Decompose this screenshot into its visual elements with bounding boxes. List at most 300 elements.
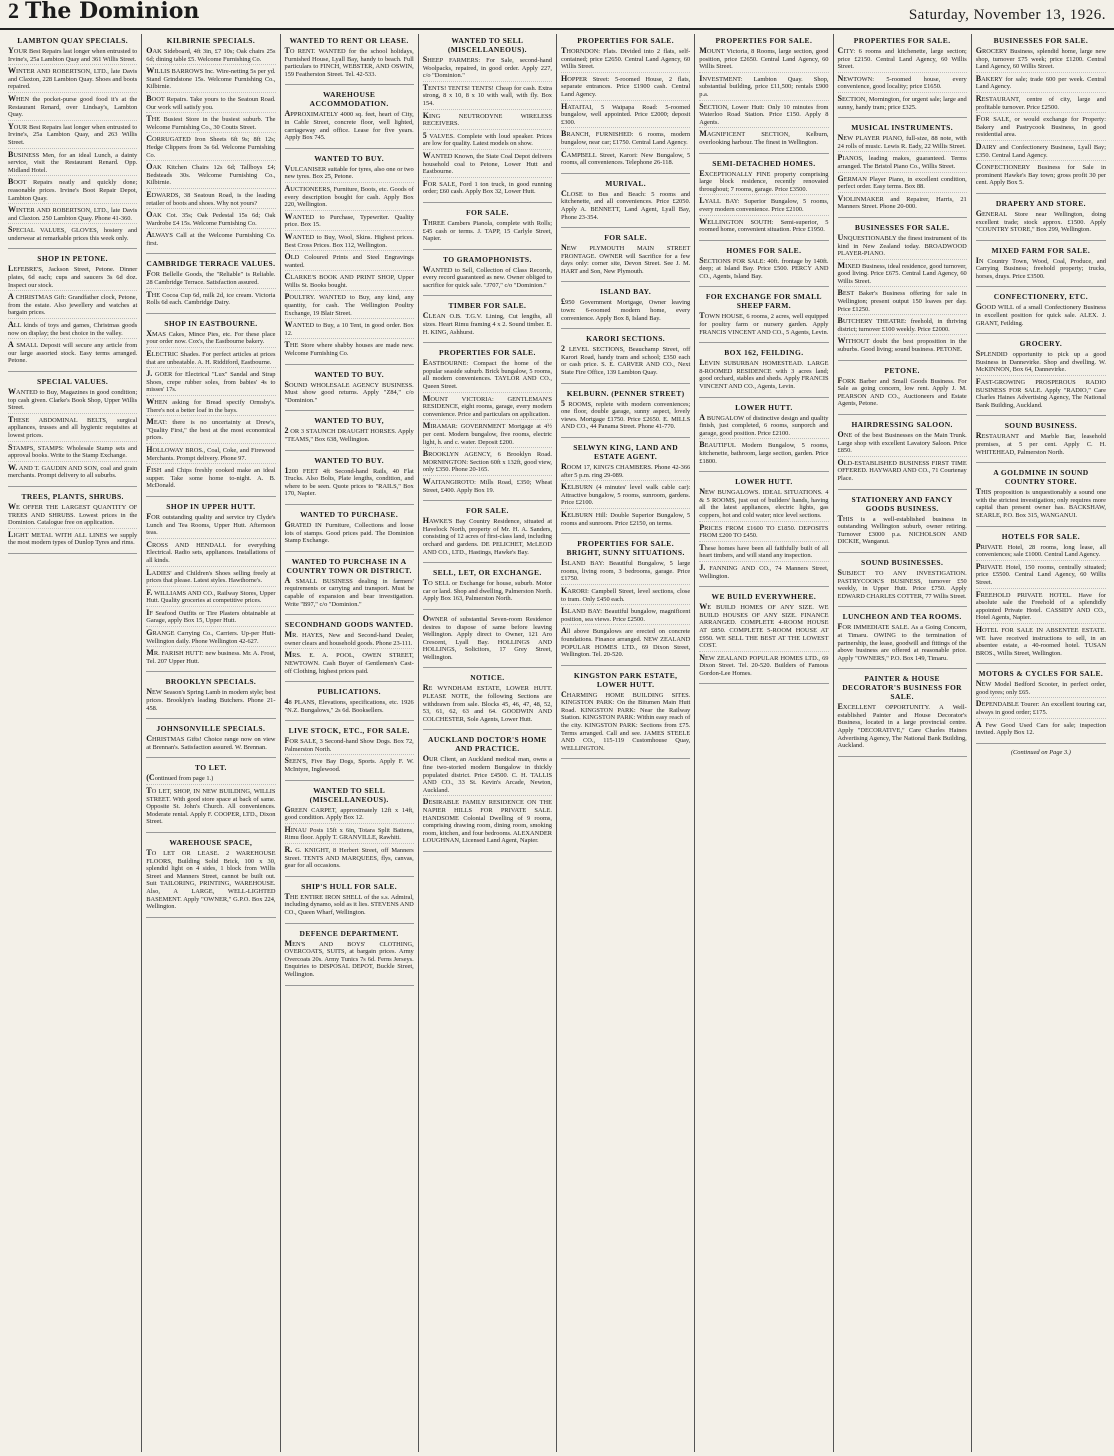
classified-ad: SECTION, Mornington, for urgent sale; large and sunny, handy tram; price £325. bbox=[837, 93, 967, 111]
classified-ad: LEFEBRE'S, Jackson Street, Petone. Dinner plates, 6d each; cups and saucers 3s 6d doz. Inspect our stock. bbox=[8, 265, 137, 291]
classified-section bbox=[285, 456, 414, 505]
classified-ad: HAWKE'S Bay Country Residence, situated at Havelock North, property of Mr. H. A. Sanders, consisting of 12 acres of first-class land, including orchard and gardens. DE PELICHET, McLEOD AND CO., LTD., Hastings, Hawke's Bay. bbox=[422, 516, 552, 556]
classified-ad: GRANGE Carrying Co., Carriers. Up-per Hutt-Wellington daily. Phone Wellington 42-627. bbox=[146, 629, 275, 647]
section-heading: DEFENCE DEPARTMENT. bbox=[299, 928, 399, 938]
classified-ad: TOWN HOUSE, 6 rooms, 2 acres, well equipped for poultry farm or nursery garden. Apply FRANCIS VINCENT AND CO., 5 Agents, Levin. bbox=[699, 311, 829, 336]
classified-ad: DESIRABLE FAMILY RESIDENCE ON THE NAPIER HILLS FOR PRIVATE SALE. HANDSOME Colonial Dwelling of 9 rooms, comprising drawing room, dining room, smoking room, kitchen, and four bedrooms. ALEXANDER LOUGHNAN, Licensed Land Agent, Napier. bbox=[422, 797, 552, 845]
classified-ad: These homes have been all faithfully built of all heart timbers, and will stand any inspection. bbox=[699, 544, 828, 562]
classified-section bbox=[423, 568, 552, 610]
classified-ad: MOUNT VICTORIA: GENTLEMAN'S RESIDENCE, eight rooms, garage, every modern convenience. Price and particulars on application. bbox=[423, 395, 552, 421]
classified-ad: 2 OR 3 STAUNCH DRAUGHT HORSES. Apply "TEAMS," Box 638, Wellington. bbox=[284, 426, 414, 443]
classified-ad: PRIVATE Hotel, 28 rooms, long lease, all conveniences; sale £1000. Central Land Agency. bbox=[976, 543, 1106, 561]
classified-ad: EXCELLENT OPPORTUNITY. A Well-established Painter and House Decorator's Business, located in a large provincial centre. Apply "DECORATIVE," Care Charles Haines Advertising Agency, The National Bank Building, Auckland. bbox=[837, 702, 967, 750]
classified-ad: XMAS Cakes, Mince Pies, etc. For these place your order now. Cox's, the Eastbourne bakery. bbox=[146, 330, 275, 348]
classified-section bbox=[285, 929, 414, 986]
classified-ad: THESE ABDOMINAL BELTS, surgical appliances, trusses and all hygienic requisites at lowest prices. bbox=[8, 416, 137, 442]
classified-section bbox=[423, 208, 552, 250]
classified-ad: MIXED Business, ideal residence, good turnover, good living. Price £675. Central Land Agency, 60 Willis Street. bbox=[838, 262, 967, 288]
classified-ad: THE Store where shabby houses are made new. Welcome Furnishing Co. bbox=[284, 340, 414, 358]
section-heading: TO GRAMOPHONISTS. bbox=[442, 254, 532, 264]
classified-section bbox=[285, 90, 414, 148]
classified-section bbox=[423, 673, 552, 730]
classified-ad: BOOT Repairs neatly and quickly done; reasonable prices. Irvine's Boot Repair Depot, Lambton Quay. bbox=[8, 178, 137, 204]
section-heading: SOUND BUSINESS. bbox=[1004, 421, 1078, 431]
classified-ad: BUSINESS Men, for an ideal Lunch, a dainty service, visit the Restaurant Renard. Opp. Midland Hotel. bbox=[8, 151, 137, 177]
classified-ad: STAMPS, STAMPS: Wholesale Stamp sets and approval books. Write to the Stamp Exchange. bbox=[8, 444, 137, 462]
section-heading: LIVE STOCK, ETC., FOR SALE. bbox=[288, 726, 410, 736]
section-heading: PROPERTIES FOR SALE. BRIGHT, SUNNY SITUATIONS. bbox=[566, 539, 685, 558]
classified-ad: SECTION, Lower Hutt: Only 10 minutes from Waterloo Road Station. Price £150. Apply 8 Agents. bbox=[699, 103, 828, 129]
section-heading: WANTED TO BUY. bbox=[314, 153, 385, 163]
classified-section bbox=[699, 292, 828, 343]
classified-section bbox=[8, 36, 137, 249]
section-heading: FOR SALE. bbox=[604, 233, 648, 243]
classified-ad: FISH and Chips freshly cooked make an ideal supper. Take some home to-night. A. B. McDonald. bbox=[146, 465, 276, 490]
classified-ad: WANTED Known, the State Coal Depot delivers household coal to Petone, Lower Hutt and Eastbourne. bbox=[423, 152, 552, 178]
classified-ad: A BUNGALOW of distinctive design and quality finish, just completed, 6 rooms, sunporch and garage, good position. Price £2100. bbox=[699, 414, 828, 440]
classified-ad: W. AND T. GAUDIN AND SON, coal and grain merchants. Prompt delivery to all suburbs. bbox=[8, 462, 138, 480]
section-heading: WANTED TO SELL (MISCELLANEOUS). bbox=[447, 36, 527, 54]
classified-ad: 48 PLANS, Elevations, specifications, etc. 1926 "N.Z. Bungalows," 2s 6d. Booksellers. bbox=[284, 697, 414, 714]
classified-column bbox=[142, 34, 280, 1452]
section-heading: SPECIAL VALUES. bbox=[37, 377, 109, 386]
classified-ad: TO LET, SHOP, IN NEW BUILDING, WILLIS STREET. With good store space at back of same. Opposite St. John's Church. All conveniences. Moderate rental. Apply F. COOPER, LTD., Dixon Street. bbox=[146, 786, 276, 826]
classified-ad: MR. FARISH HUTT: new business. Mr. A. Frost, Tel. 207 Upper Hutt. bbox=[146, 648, 276, 665]
classified-ad: BAKERY for sale; trade 600 per week. Central Land Agency. bbox=[976, 75, 1106, 93]
classified-section bbox=[423, 301, 552, 343]
classified-ad: CLEAN O.B. T.G.V. Lining, Cut lengths, all sizes. Heart Rimu framing 4 x 2. Sound timber. E. H. KING, Ashhurst. bbox=[422, 311, 552, 336]
classified-ad: HINAU Posts 15ft x 6in, Totara Split Battens, Rimu floor. Apply T. GRANVILLE, Rawhiti. bbox=[285, 826, 414, 844]
classified-ad: SPLENDID opportunity to pick up a good Business in Dannevirke. Shop and dwelling. W. McKINNON, Box 64, Dannevirke. bbox=[976, 350, 1106, 376]
classified-ad: THORNDON: Flats. Divided into 2 flats, self-contained; price £2650. Central Land Agency, 60 Willis Street. bbox=[561, 47, 690, 73]
classified-section bbox=[285, 786, 414, 877]
classified-section bbox=[699, 477, 828, 587]
classified-ad: HATAITAI, 5 Waipapa Road: 5-roomed bungalow, well appointed. Price £2000; deposit £300. bbox=[561, 103, 690, 129]
classified-section bbox=[838, 36, 967, 118]
classified-ad: FAST-GROWING PROSPEROUS RADIO BUSINESS FOR SALE. Apply "RADIO," Care Charles Haines Advertising Agency, The National Bank Building, Auckland. bbox=[975, 377, 1106, 409]
classified-section bbox=[285, 687, 414, 721]
section-heading: MOTORS & CYCLES FOR SALE. bbox=[978, 669, 1104, 679]
classified-section bbox=[146, 36, 275, 254]
classified-section bbox=[838, 223, 967, 361]
section-heading: SELWYN KING, LAND AND ESTATE AGENT. bbox=[573, 443, 679, 461]
section-heading: WANTED TO PURCHASE IN A COUNTRY TOWN OR DISTRICT. bbox=[286, 556, 412, 575]
classified-column bbox=[834, 34, 972, 1452]
classified-ad: WILLIS BARROWS Inc. Wire-netting 5s per yd. Stand Grindstone 15s. Welcome Furnishing Co., Kilbirnie. bbox=[146, 67, 275, 93]
section-heading: SHIP'S HULL FOR SALE. bbox=[301, 881, 398, 891]
classified-ad: CONFECTIONERY Business for Sale in prominent Hawke's Bay town; gross profit 30 per cent. Apply Box 5. bbox=[975, 162, 1106, 187]
masthead bbox=[0, 0, 1114, 30]
section-heading: SEMI-DETACHED HOMES. bbox=[712, 158, 816, 168]
classified-section bbox=[699, 403, 828, 473]
classified-column bbox=[557, 34, 695, 1452]
classified-section bbox=[561, 443, 690, 534]
classified-section bbox=[838, 558, 967, 607]
section-heading: LUNCHEON AND TEA ROOMS. bbox=[842, 612, 962, 622]
classified-ad: NEW ZEALAND POPULAR HOMES LTD., 69 Dixon Street. Tel. 20-520. Builders of Famous Gordon-Lee Homes. bbox=[699, 652, 829, 677]
classified-section bbox=[285, 726, 414, 780]
classified-ad: FOR SALE, 3 Second-hand Show Dogs. Box 72, Palmerston North. bbox=[285, 737, 414, 755]
classified-ad: TO SELL or Exchange for house, suburb. Motor car or land. Shop and dwelling, Palmerston North. Apply Box 163, Palmerston North. bbox=[422, 578, 552, 603]
section-heading: PROPERTIES FOR SALE. bbox=[715, 36, 813, 45]
classified-column bbox=[281, 34, 419, 1452]
classified-section bbox=[146, 259, 275, 313]
classified-ad: ELECTRIC Shades. For perfect articles at prices that are unbeatable. A. H. Riddiford, Eastbourne. bbox=[146, 350, 275, 368]
classified-section bbox=[561, 389, 690, 438]
classified-section bbox=[976, 36, 1106, 194]
classified-section bbox=[561, 334, 690, 383]
classified-section bbox=[146, 319, 275, 497]
section-heading: BROOKLYN SPECIALS. bbox=[165, 677, 257, 687]
classified-ad: 5 ROOMS, replete with modern conveniences; one floor, double garage, sunny aspect, lovely views. Mortgage £1750. Price £2650. E. MILLS AND CO., 44 Panama Street. Phone 41-770. bbox=[561, 398, 691, 431]
section-heading: STATIONERY AND FANCY GOODS BUSINESS. bbox=[851, 494, 953, 513]
classified-ad: HOLLOWAY BROS., Coal, Coke, and Firewood Merchants. Prompt delivery. Phone 97. bbox=[146, 446, 275, 464]
classified-section bbox=[838, 420, 967, 490]
classified-section bbox=[838, 674, 967, 757]
classified-column bbox=[695, 34, 833, 1452]
classified-ad: F. WILLIAMS AND CO., Railway Stores, Upper Hutt. Quality groceries at competitive prices. bbox=[146, 589, 275, 607]
newspaper-title: The Dominion bbox=[25, 0, 200, 24]
classified-section bbox=[146, 838, 275, 918]
classified-ad: CITY: 6 rooms and kitchenette, large section; price £2150. Central Land Agency, 60 Willis Street. bbox=[838, 47, 967, 73]
classified-ad: APPROXIMATELY 4000 sq. feet, heart of City, in Cable Street, concrete floor, well lighted, carriageway and office. Lease for five years. Apply Box 745. bbox=[284, 109, 414, 142]
classified-ad: ROOM 17, KING'S CHAMBERS. Phone 42-366 after 5 p.m. ring 29-089. bbox=[561, 463, 690, 481]
classified-section bbox=[423, 36, 552, 203]
classified-ad: YOUR Best Repairs last longer when entrusted to Irvine's, 25a Lambton Quay and 361 Willis Street. bbox=[8, 47, 137, 65]
classified-ad: WHEN the pocket-purse good food it's at the Restaurant Renard, over Lindsay's, Lambton Quay. bbox=[8, 95, 137, 121]
classified-ad: LYALL BAY: Superior Bungalow, 5 rooms, every modern convenience. Price £2100. bbox=[699, 197, 828, 215]
section-heading: ISLAND BAY. bbox=[600, 287, 652, 297]
classified-ad: THIS is a well-established business in outstanding Wellington suburb, owner retiring. Turnover £3000 p.a. NICHOLSON AND DICKIE, Wanganui. bbox=[837, 513, 967, 546]
classified-ad: MEN'S AND BOYS' CLOTHING, OVERCOATS, SUITS, at bargain prices. Army Overcoats 20s. Army Tunics 7s 6d. Ferns Jerseys. Enquiries to DISPOSAL DEPOT, Buckle Street, Wellington. bbox=[284, 938, 414, 978]
classified-ad: J. GOER for Electrical "Lux" Sandal and Strap Shoes, crepe rubber soles, from babies' 4s to misses' 17s. bbox=[146, 370, 275, 396]
classified-ad: HOPPER Street: 5-roomed House, 2 flats, separate entrances. Price £1900 cash. Central Land Agency. bbox=[561, 75, 690, 101]
classified-section bbox=[423, 735, 552, 852]
section-heading: TO LET. bbox=[195, 763, 227, 773]
classified-ad: CROSS AND HENDALL for everything Electrical. Radio sets, appliances. Installations of all kinds. bbox=[146, 541, 275, 567]
section-heading: WANTED TO RENT OR LEASE. bbox=[289, 36, 409, 45]
classified-ad: EASTBOURNE: Compact the home of the popular seaside suburb. Brick bungalow, 5 rooms, all modern conveniences. TAYLOR AND CO., Queen Street. bbox=[423, 359, 552, 392]
classified-section bbox=[285, 370, 414, 412]
classified-section bbox=[838, 123, 967, 218]
section-heading: WANTED TO BUY, bbox=[314, 416, 385, 426]
classified-ad: KELBURN (4 minutes' level walk cable car): Attractive bungalow, 5 rooms, sunroom, gardens. Price £2100. bbox=[561, 483, 690, 509]
classified-section bbox=[561, 36, 690, 174]
section-heading: CAMBRIDGE TERRACE VALUES. bbox=[146, 259, 276, 269]
classified-ad: SOUND WHOLESALE AGENCY BUSINESS. Must show good returns. Apply "Z84," c/o "Dominion." bbox=[284, 379, 414, 404]
section-heading: SHOP IN PETONE. bbox=[37, 254, 108, 264]
classified-ad: FREEHOLD PRIVATE HOTEL. Have for absolute sale the Freehold of a splendidly appointed Private Hotel. CASSIDY AND CO., Hotel Agents, Napier. bbox=[976, 591, 1106, 624]
section-heading: WANTED TO PURCHASE. bbox=[300, 509, 399, 519]
classified-section bbox=[699, 348, 828, 397]
section-heading: KINGSTON PARK ESTATE, LOWER HUTT. bbox=[573, 670, 678, 689]
page-number: 2 bbox=[8, 0, 19, 23]
classified-ad: GROCERY Business, splendid home, large new shop, turnover £75 week; price £1200. Central Land Agency, 60 Willis Street. bbox=[976, 47, 1106, 73]
classified-ad: FOR Bellelle Goods, the "Reliable" is Reliable. 28 Cambridge Terrace. Satisfaction assured. bbox=[146, 270, 275, 288]
classified-ad: CLOSE to Bus and Beach: 5 rooms and kitchenette, and all conveniences. Price £2050. Apply A. BENNETT, Land Agent, Lyall Bay, Phone 23-354. bbox=[561, 188, 691, 221]
classified-section bbox=[699, 592, 828, 684]
classified-ad: WHEN asking for Bread specify Ormsby's. There's not a better loaf in the bays. bbox=[146, 398, 275, 416]
section-heading: PROPERTIES FOR SALE. bbox=[853, 36, 951, 45]
classified-section bbox=[699, 159, 828, 241]
classified-section bbox=[699, 36, 828, 154]
classified-ad: WE BUILD HOMES OF ANY SIZE. WE BUILD HOUSES OF ANY SIZE. FINANCE ARRANGED. COMPLETE 4-ROOM HOUSE AT £850. COMPLETE 5-ROOM HOUSE AT £950. WE SELL THE BEST AT THE LOWEST COST. bbox=[699, 603, 828, 652]
classified-ad: LIGHT METAL WITH ALL LINES we supply the most modern types of Dunlop Tyres and rims. bbox=[8, 529, 138, 547]
classified-ad: BROOKLYN AGENCY, 6 Brooklyn Road. MORNINGTON: Section 60ft x 132ft, good view, only £350. Phone 20-165. bbox=[423, 450, 552, 476]
section-heading: WANTED TO BUY. bbox=[314, 455, 385, 465]
section-heading: JOHNSONVILLE SPECIALS. bbox=[156, 724, 266, 734]
classified-ad: J. FANNING AND CO., 74 Manners Street, Wellington. bbox=[699, 562, 829, 580]
classified-ad: A SMALL Deposit will secure any article from our large assorted stock. Easy terms arranged. Petone. bbox=[8, 340, 138, 365]
section-heading: CONFECTIONERY, ETC. bbox=[993, 292, 1089, 302]
classified-column bbox=[419, 34, 557, 1452]
classified-section bbox=[423, 348, 552, 501]
classified-ad: NEW PLYMOUTH MAIN STREET FRONTAGE. OWNER will Sacrifice for a few days only: corner site, Devon Street. See J. M. HART and Son, New Plymouth. bbox=[561, 243, 691, 275]
section-heading: MURIVAL. bbox=[605, 178, 647, 188]
classified-ad: RESTAURANT, centre of city, large and profitable turnover. Price £2500. bbox=[976, 95, 1106, 113]
classified-ad: RE WYNDHAM ESTATE, LOWER HUTT. PLEASE NOTE, the following Sections are withdrawn from sale. Blocks 45, 46, 47, 48, 52, 53, 61, 62, 63 and 64. GOODWIN AND COLCHESTER, Sole Agents, Lower Hutt. bbox=[422, 683, 552, 723]
classified-section bbox=[838, 366, 967, 415]
section-heading: TIMBER FOR SALE. bbox=[448, 301, 527, 311]
classified-ad: MIRAMAR: GOVERNMENT Mortgage at 4½ per cent. Modern bungalow, five rooms, electric light, h. and c. water. Deposit £200. bbox=[423, 422, 552, 448]
classified-ad: SHEEP FARMERS: For Sale, second-hand Woolpacks, repaired, in good order. Apply 227, c/o "Dominion." bbox=[423, 56, 552, 82]
classified-ad: CAMPBELL Street, Karori: New Bungalow, 5 rooms, all conveniences. Telephone 26-118. bbox=[561, 149, 691, 167]
section-heading: SHOP IN EASTBOURNE. bbox=[164, 318, 258, 328]
classified-ad: FOR IMMEDIATE SALE. As a Going Concern, at Timaru. OWING to the termination of partnership, the lease, goodwill and fittings of the above business are offered at reasonable price. Apply "OWNERS," P.O. Box 149, Timaru. bbox=[837, 622, 967, 662]
classified-section bbox=[146, 677, 275, 719]
classified-section bbox=[561, 179, 690, 228]
section-heading: PETONE. bbox=[884, 365, 920, 375]
classified-ad: BOOT Repairs. Take yours to the Seatoun Road. Our work will satisfy you. bbox=[146, 95, 275, 113]
classified-ad: BEST Baker's Business offering for sale in Wellington; present output 150 loaves per day. Price £1250. bbox=[838, 289, 967, 315]
masthead-left bbox=[8, 0, 199, 24]
classified-section bbox=[976, 292, 1106, 334]
classified-ad: UNQUESTIONABLY the finest instrument of its kind in New Zealand today. BROADWOOD PLAYER-PIANO. bbox=[838, 234, 967, 260]
classified-section bbox=[285, 154, 414, 365]
classified-ad: OWNER of substantial Seven-room Residence desires to dispose of same before leaving Wellington. Apply direct to Owner, 121 Aro Crescent, Lyall Bay. HOLLINGS AND HOLLINGS, Solicitors, 17 Grey Street, Wellington. bbox=[422, 613, 552, 661]
section-heading: SELL, LET, OR EXCHANGE. bbox=[433, 568, 542, 578]
classified-ad: WELLINGTON SOUTH: Semi-superior, 5 roomed home, convenient situation. Price £1950. bbox=[699, 216, 829, 234]
classified-ad: POULTRY. WANTED to Buy, any kind, any quantity, for cash. The Wellington Poultry Exchange, 19 Blair Street. bbox=[285, 293, 414, 319]
classified-ad: PRICES FROM £1600 TO £1850. DEPOSITS FROM £200 TO £450. bbox=[699, 524, 828, 542]
classified-ad: THE Cocoa Cup 6d, milk 2d, ice cream. Victoria Rolls 6d each. Cambridge Dairy. bbox=[146, 289, 276, 307]
classified-ad: PRIVATE Hotel, 150 rooms, centrally situated; price £5500. Central Land Agency, 60 Willis Street. bbox=[976, 563, 1106, 589]
classified-ad: FOR SALE, Ford 1 ton truck, in good running order; £60 cash. Apply Box 32, Lower Hutt. bbox=[422, 178, 552, 196]
section-heading: KELBURN. (PENNER STREET) bbox=[566, 388, 685, 398]
section-heading: MIXED FARM FOR SALE. bbox=[991, 245, 1091, 255]
section-heading: HAIRDRESSING SALOON. bbox=[851, 420, 953, 429]
section-heading: PROPERTIES FOR SALE. bbox=[439, 348, 536, 358]
section-heading: BUSINESSES FOR SALE. bbox=[993, 36, 1089, 45]
classified-section bbox=[976, 669, 1106, 744]
classified-section bbox=[561, 671, 690, 760]
classified-ad: WINTER AND ROBERTSON, LTD., late Davis and Claxton. 250 Lambton Quay. Phone 41-360. bbox=[8, 206, 137, 224]
classified-section bbox=[976, 532, 1106, 665]
classified-ad: KELBURN Hill: Double Superior Bungalow, 5 rooms and sunroom. Price £2150, on terms. bbox=[561, 509, 691, 527]
classified-ad: WAITANGIROTO: Mills Road, £350; Wheat Street, £400. Apply Box 19. bbox=[422, 476, 552, 494]
classified-section bbox=[146, 763, 275, 833]
classified-ad: IF Seafood Outfits or Tire Plasters obtainable at Garage, apply Box 15, Upper Hutt. bbox=[146, 609, 275, 627]
classified-ad: ONE of the best Businesses on the Main Trunk. Large shop with excellent Lavatory Saloon. Price £850. bbox=[838, 431, 967, 457]
section-heading: HOMES FOR SALE. bbox=[726, 245, 802, 255]
classified-section bbox=[976, 246, 1106, 288]
classified-ad: FOR SALE, or would exchange for Property: Bakery and Pastrycook Business, in good residential area. bbox=[976, 115, 1106, 141]
section-heading: GROCERY. bbox=[1019, 339, 1063, 349]
classified-ad: WE OFFER THE LARGEST QUANTITY OF TREES AND SHRUBS. Lowest prices in the Dominion. Catalogue free on application. bbox=[8, 503, 137, 529]
classified-section bbox=[838, 495, 967, 553]
section-heading: A GOLDMINE IN SOUND COUNTRY STORE. bbox=[993, 468, 1089, 487]
classified-section bbox=[423, 255, 552, 297]
section-heading: WAREHOUSE ACCOMMODATION. bbox=[309, 90, 389, 109]
classified-ad: EXCEPTIONALLY FINE property comprising large block residence, recently renovated throughout; 7 rooms, garage. Price £3500. bbox=[699, 170, 828, 196]
classified-ad: ALL kinds of toys and games, Christmas goods now on display; the best choice in the valley. bbox=[8, 321, 137, 339]
classified-columns bbox=[4, 34, 1110, 1452]
classified-ad: VIOLINMAKER and Repairer, Harris, 21 Manners Street. Phone 20-000. bbox=[837, 193, 967, 211]
section-heading: NOTICE. bbox=[470, 673, 505, 683]
classified-section bbox=[285, 36, 414, 85]
classified-ad: THIS proposition is unquestionably a sound one with the strictest investigation; only requires more capital than present owner has. BACKSHAW, SEARLE, P.O. Box 315, WANGANUI. bbox=[975, 487, 1106, 519]
classified-ad: KARORI: Campbell Street, level sections, close to tram. Only £450 each. bbox=[561, 587, 690, 605]
classified-ad: WANTED to Purchase, Typewriter. Quality price. Box 15. bbox=[285, 213, 414, 231]
classified-ad: YOUR Best Repairs last longer when entrusted to Irvine's, 25a Lambton Quay, and 263 Willis Street. bbox=[8, 123, 137, 149]
classified-section bbox=[146, 724, 275, 758]
section-heading: FOR EXCHANGE FOR SMALL SHEEP FARM. bbox=[705, 292, 822, 311]
classified-section bbox=[976, 468, 1106, 526]
classified-ad: SECTIONS FOR SALE: 40ft. frontage by 140ft. deep; at Island Bay. Price £500. PERCY AND CO., Agents, Island Bay. bbox=[699, 255, 829, 280]
classified-ad: LEVIN SUBURBAN HOMESTEAD. LARGE 8-ROOMED RESIDENCE with 3 acres land; good orchard, stables and sheds. Apply FRANCIS VINCENT AND CO., Agents, Levin. bbox=[699, 358, 829, 391]
classified-ad: THREE Cambers Pianola, complete with Rolls; £45 cash or terms. J. TAPP, 15 Carlyle Street, Napier. bbox=[422, 217, 552, 243]
classified-section bbox=[561, 539, 690, 666]
section-heading: FOR SALE. bbox=[465, 506, 509, 516]
classified-ad: FORK Barber and Small Goods Business. For Sale as going concern, low rent. Apply J. M. PEARSON AND CO., Auctioneers and Estate Agents, Petone. bbox=[837, 375, 967, 408]
classified-ad: PIANOS, leading makes, guaranteed. Terms arranged. The Bristol Piano Co., Willis Street. bbox=[838, 154, 967, 172]
classified-ad: OAK Sideboard, 4ft 3in, £7 10s; Oak chairs 25s 6d; dining table £5. Welcome Furnishing Co. bbox=[146, 47, 275, 65]
classified-ad: 1200 FEET 4ft Second-hand Rails, 40 Flat Trucks. Also Bolts, Plate lengths, condition, and where to be seen. Quote prices to "RAILS," Box 170, Napier. bbox=[284, 465, 414, 498]
classified-section bbox=[976, 421, 1106, 463]
classified-section bbox=[285, 882, 414, 924]
section-heading: SOUND BUSINESSES. bbox=[861, 557, 944, 567]
section-heading: WANTED TO SELL (MISCELLANEOUS). bbox=[309, 785, 389, 804]
classified-ad: GOOD WILL of a small Confectionery Business in excellent position for quick sale. ALEX. J. GRANT, Feilding. bbox=[975, 302, 1106, 327]
classified-ad: FOR outstanding quality and service try Clyde's Lunch and Tea Rooms, Upper Hutt. Afternoon teas. bbox=[146, 513, 275, 539]
classified-ad: NEWTOWN: 5-roomed house, every convenience, good locality; price £1650. bbox=[838, 75, 967, 93]
classified-section bbox=[8, 492, 137, 554]
section-heading: LOWER HUTT. bbox=[735, 477, 793, 487]
classified-ad: WITHOUT doubt the best proposition in the suburbs. Good living; sound business. PETONE. bbox=[837, 336, 967, 354]
classified-ad: (Continued from page 1.) bbox=[146, 774, 275, 785]
classified-section bbox=[285, 510, 414, 552]
classified-ad: GERMAN Player Piano, in excellent condition, perfect order. Easy terms. Box 88. bbox=[838, 175, 967, 193]
classified-ad: MRS. E. A. POOL, OWEN STREET, NEWTOWN. Cash Buyer of Gentlemen's Cast-off Clothing, highest prices paid. bbox=[284, 650, 414, 675]
classified-ad: OLD-ESTABLISHED BUSINESS FIRST TIME OFFERED. HAYWARD AND CO., 71 Courtenay Place. bbox=[837, 457, 967, 482]
classified-ad: MOUNT Victoria, 8 Rooms, large section, good position, price £2650. Central Land Agency, 60 Willis Street. bbox=[699, 47, 828, 73]
classified-section bbox=[699, 246, 828, 288]
classified-ad: AUCTIONEERS, Furniture, Boots, etc. Goods of every description bought for cash. Apply Box 220, Wellington. bbox=[285, 185, 414, 211]
classified-ad: THE Busiest Store in the busiest suburb. The Welcome Furnishing Co., 30 Coutts Street. bbox=[146, 115, 275, 133]
classified-ad: BUTCHERY THEATRE: freehold, in thriving district; turnover £100 weekly. Price £2000. bbox=[838, 317, 967, 335]
classified-ad: CORRUGATED Iron Sheets 6ft 9s; 8ft 12s; Hedge Clippers from 3s 6d. Welcome Furnishing Co. bbox=[146, 135, 275, 161]
classified-section bbox=[423, 615, 552, 669]
section-heading: DRAPERY AND STORE. bbox=[995, 198, 1086, 208]
classified-ad: 2 LEVEL SECTIONS, Beauchamp Street, off Karori Road, handy tram and school; £350 each or cash price. S. E. CARVER AND CO., Next State Fire Office, 139 Lambton Quay. bbox=[561, 344, 691, 377]
section-heading: LAMBTON QUAY SPECIALS. bbox=[17, 36, 129, 45]
classified-ad: DAIRY and Confectionery Business, Lyall Bay; £350. Central Land Agency. bbox=[976, 143, 1106, 161]
section-heading: HOTELS FOR SALE. bbox=[1001, 531, 1081, 541]
section-heading: KARORI SECTIONS. bbox=[586, 334, 666, 344]
classified-ad: WANTED to Sell, Collection of Class Records, every record guaranteed as new. Owner obliged to sacrifice for quick sale. "J707," c/o "Dominion." bbox=[422, 264, 552, 289]
classified-ad: CHRISTMAS Gifts! Choice range now on view at Brennan's. Satisfaction assured. W. Brennan. bbox=[146, 734, 276, 751]
classified-ad: OUR Client, an Auckland medical man, owns a fine two-storied modern Bungalow in thickly populated district. Price £4500. C. H. TALLIS AND CO., 33 St. Kevin's Arcade, Newton, Auckland. bbox=[423, 755, 552, 796]
classified-ad: OLD Coloured Prints and Steel Engravings wanted. bbox=[285, 253, 414, 271]
classified-ad: WANTED to Buy, Magazines in good condition; top cash given. Clarke's Book Shop, Upper Willis Street. bbox=[8, 388, 137, 414]
classified-ad: MAGNIFICENT SECTION, Kelburn, overlooking harbour. The finest in Wellington. bbox=[699, 129, 829, 146]
classified-column bbox=[972, 34, 1110, 1452]
classified-column bbox=[4, 34, 142, 1452]
classified-ad: SPECIAL VALUES, GLOVES, hosiery and underwear at remarkable prices this week only. bbox=[8, 225, 138, 242]
classified-ad: TO LET OR LEASE. 2 WAREHOUSE FLOORS, Building Solid Brick, 100 x 30, splendid light on 4 sides, 1 block from Willis Street and Manners Street, cannot be built out. Suit TAILORING, PRINTING, WAREHOUSE. Also, A LARGE, WELL-LIGHTED BASEMENT. Apply "OWNER," G.P.O. Box 224, Wellington. bbox=[146, 847, 276, 911]
section-heading: WAREHOUSE SPACE, bbox=[169, 837, 253, 847]
classified-ad: GENERAL Store near Wellington, doing excellent trade; stock approx. £1500. Apply "COUNTRY STORE," Box 299, Wellington. bbox=[975, 208, 1106, 234]
classified-ad: MEAT: there is no uncertainty at Drew's, "Quality First," the best at the most economical prices. bbox=[146, 418, 275, 444]
section-heading: PAINTER & HOUSE DECORATOR'S BUSINESS FOR SALE. bbox=[842, 674, 963, 702]
classified-ad: TO RENT. WANTED for the school holidays, Furnished House, Lyall Bay, handy to beach. Full particulars to FINCH, WEBSTER, AND OSWIN, 159 Featherston Street. Tel. 42-533. bbox=[284, 46, 414, 78]
classified-ad: WANTED to Buy, Wool, Skins. Highest prices. Best Cross Prices. Box 112, Wellington. bbox=[285, 233, 414, 251]
classified-ad: INVESTMENT: Lambton Quay. Shop, substantial building, price £11,500; rentals £900 p.a. bbox=[699, 75, 828, 101]
classified-ad: A CHRISTMAS Gift: Grandfather clock, Petone, from the estate. Also jewellery and watches at bargain prices. bbox=[8, 293, 137, 319]
classified-ad: A SMALL BUSINESS dealing in farmers' requirements or carrying and transport. Must be capable of expansion and bear investigation. Write "B97," c/o "Dominion." bbox=[284, 575, 414, 608]
section-heading: AUCKLAND DOCTOR'S HOME AND PRACTICE. bbox=[428, 735, 547, 754]
classified-ad: TENTS! TENTS! TENTS! Cheap for cash. Extra strong, 8 x 10, 8 x 10 with wall, with fly. Box 154. bbox=[423, 84, 552, 110]
classified-ad: HOTEL FOR SALE IN ABSENTEE ESTATE. WE have received instructions to sell, in an absentee estate, a 40-roomed hotel. TUSAN BROS., Willis Street, Wellington. bbox=[975, 624, 1106, 657]
classified-ad: NEW Model Bedford Scooter, in perfect order, good tyres; only £65. bbox=[976, 680, 1106, 698]
classified-section bbox=[285, 557, 414, 615]
classified-ad: ISLAND BAY: Beautiful bungalow, magnificent position, sea views. Price £2500. bbox=[561, 607, 690, 625]
classified-ad: £950 Government Mortgage, Owner leaving town: 6-roomed modern home, every convenience. Apply Box 8, Island Bay. bbox=[561, 297, 691, 322]
section-heading: WE BUILD EVERYWHERE. bbox=[711, 592, 817, 602]
classified-section bbox=[561, 233, 690, 282]
classified-ad: OAK Kitchen Chairs 12s 6d; Tallboys £4; Bedsteads 30s. Welcome Furnishing Co., Kilbirnie. bbox=[146, 163, 275, 189]
classified-ad: 5 VALVES. Complete with loud speaker. Prices are low for quality. Latest models on show. bbox=[423, 132, 552, 150]
classified-ad: VULCANISER suitable for tyres, also one or two new tyres. Box 25, Petone. bbox=[285, 165, 414, 183]
section-heading: KILBIRNIE SPECIALS. bbox=[166, 36, 256, 45]
section-heading: BUSINESSES FOR SALE. bbox=[854, 222, 950, 232]
classified-ad: NEW BUNGALOWS. IDEAL SITUATIONS. 4 & 5 ROOMS, just out of builders' hands, having all the latest appliances, electric lights, gas coppers, hot and cold water; nice level sections. bbox=[699, 488, 828, 521]
classified-ad: RESTAURANT and Marble Bar, leasehold premises, at 5 per cent. Apply C. H. WHITEHEAD, Palmerston North. bbox=[975, 431, 1106, 456]
classified-ad: WINTER AND ROBERTSON, LTD., late Davis and Claxton, 228 Lambton Quay. Shoes and boots repaired. bbox=[8, 67, 137, 93]
classified-ad: NEW Season's Spring Lamb in modern style; best prices. Brooklyn's leading Butchers. Phone 21-458. bbox=[146, 687, 276, 712]
section-heading: SHOP IN UPPER HUTT. bbox=[166, 501, 256, 511]
classified-ad: BRANCH, FURNISHED: 6 rooms, modern bungalow, near car; £1750. Central Land Agency. bbox=[561, 130, 690, 148]
section-heading: PUBLICATIONS. bbox=[317, 687, 381, 697]
section-heading: SECONDHAND GOODS WANTED. bbox=[284, 620, 414, 630]
classified-ad: WANTED to Buy, a 10 Tent, in good order. Box 12. bbox=[285, 321, 414, 339]
classified-section bbox=[561, 287, 690, 329]
classified-section bbox=[838, 612, 967, 669]
classified-section bbox=[146, 502, 275, 673]
classified-section bbox=[976, 199, 1106, 241]
classified-ad: IN Country Town, Wood, Coal, Produce, and Carrying Business; freehold property; trucks, horses, drays. Price £3500. bbox=[975, 255, 1106, 280]
classified-ad: SUBJECT TO ANY INVESTIGATION. PASTRYCOOK'S BUSINESS, turnover £50 weekly, in Upper Hutt. Price £750. Apply EDWARD CHARLES COTTER, 77 Willis Street. bbox=[837, 567, 967, 600]
classified-section bbox=[285, 416, 414, 450]
classified-ad: OAK Cot. 35s; Oak Pedestal 15s 6d; Oak Wardrobe £4 15s. Welcome Furnishing Co. bbox=[146, 211, 275, 229]
section-heading: WANTED TO BUY. bbox=[314, 369, 385, 379]
issue-date: Saturday, November 13, 1926. bbox=[908, 7, 1106, 23]
classified-ad: MR. HAYES, New and Second-hand Dealer, owner clears and household goods. Phone 23-111. bbox=[285, 631, 414, 649]
section-heading: MUSICAL INSTRUMENTS. bbox=[851, 123, 954, 133]
classified-ad: GRATED IN Furniture, Collections and loose lots of stamps. Good prices paid. The Dominion Stamp Exchange. bbox=[284, 519, 414, 545]
section-heading: TREES, PLANTS, SHRUBS. bbox=[21, 491, 124, 501]
classified-ad: BEAUTIFUL Modern Bungalow, 5 rooms, kitchenette, bathroom, large section, garden. Price £1800. bbox=[699, 440, 829, 465]
